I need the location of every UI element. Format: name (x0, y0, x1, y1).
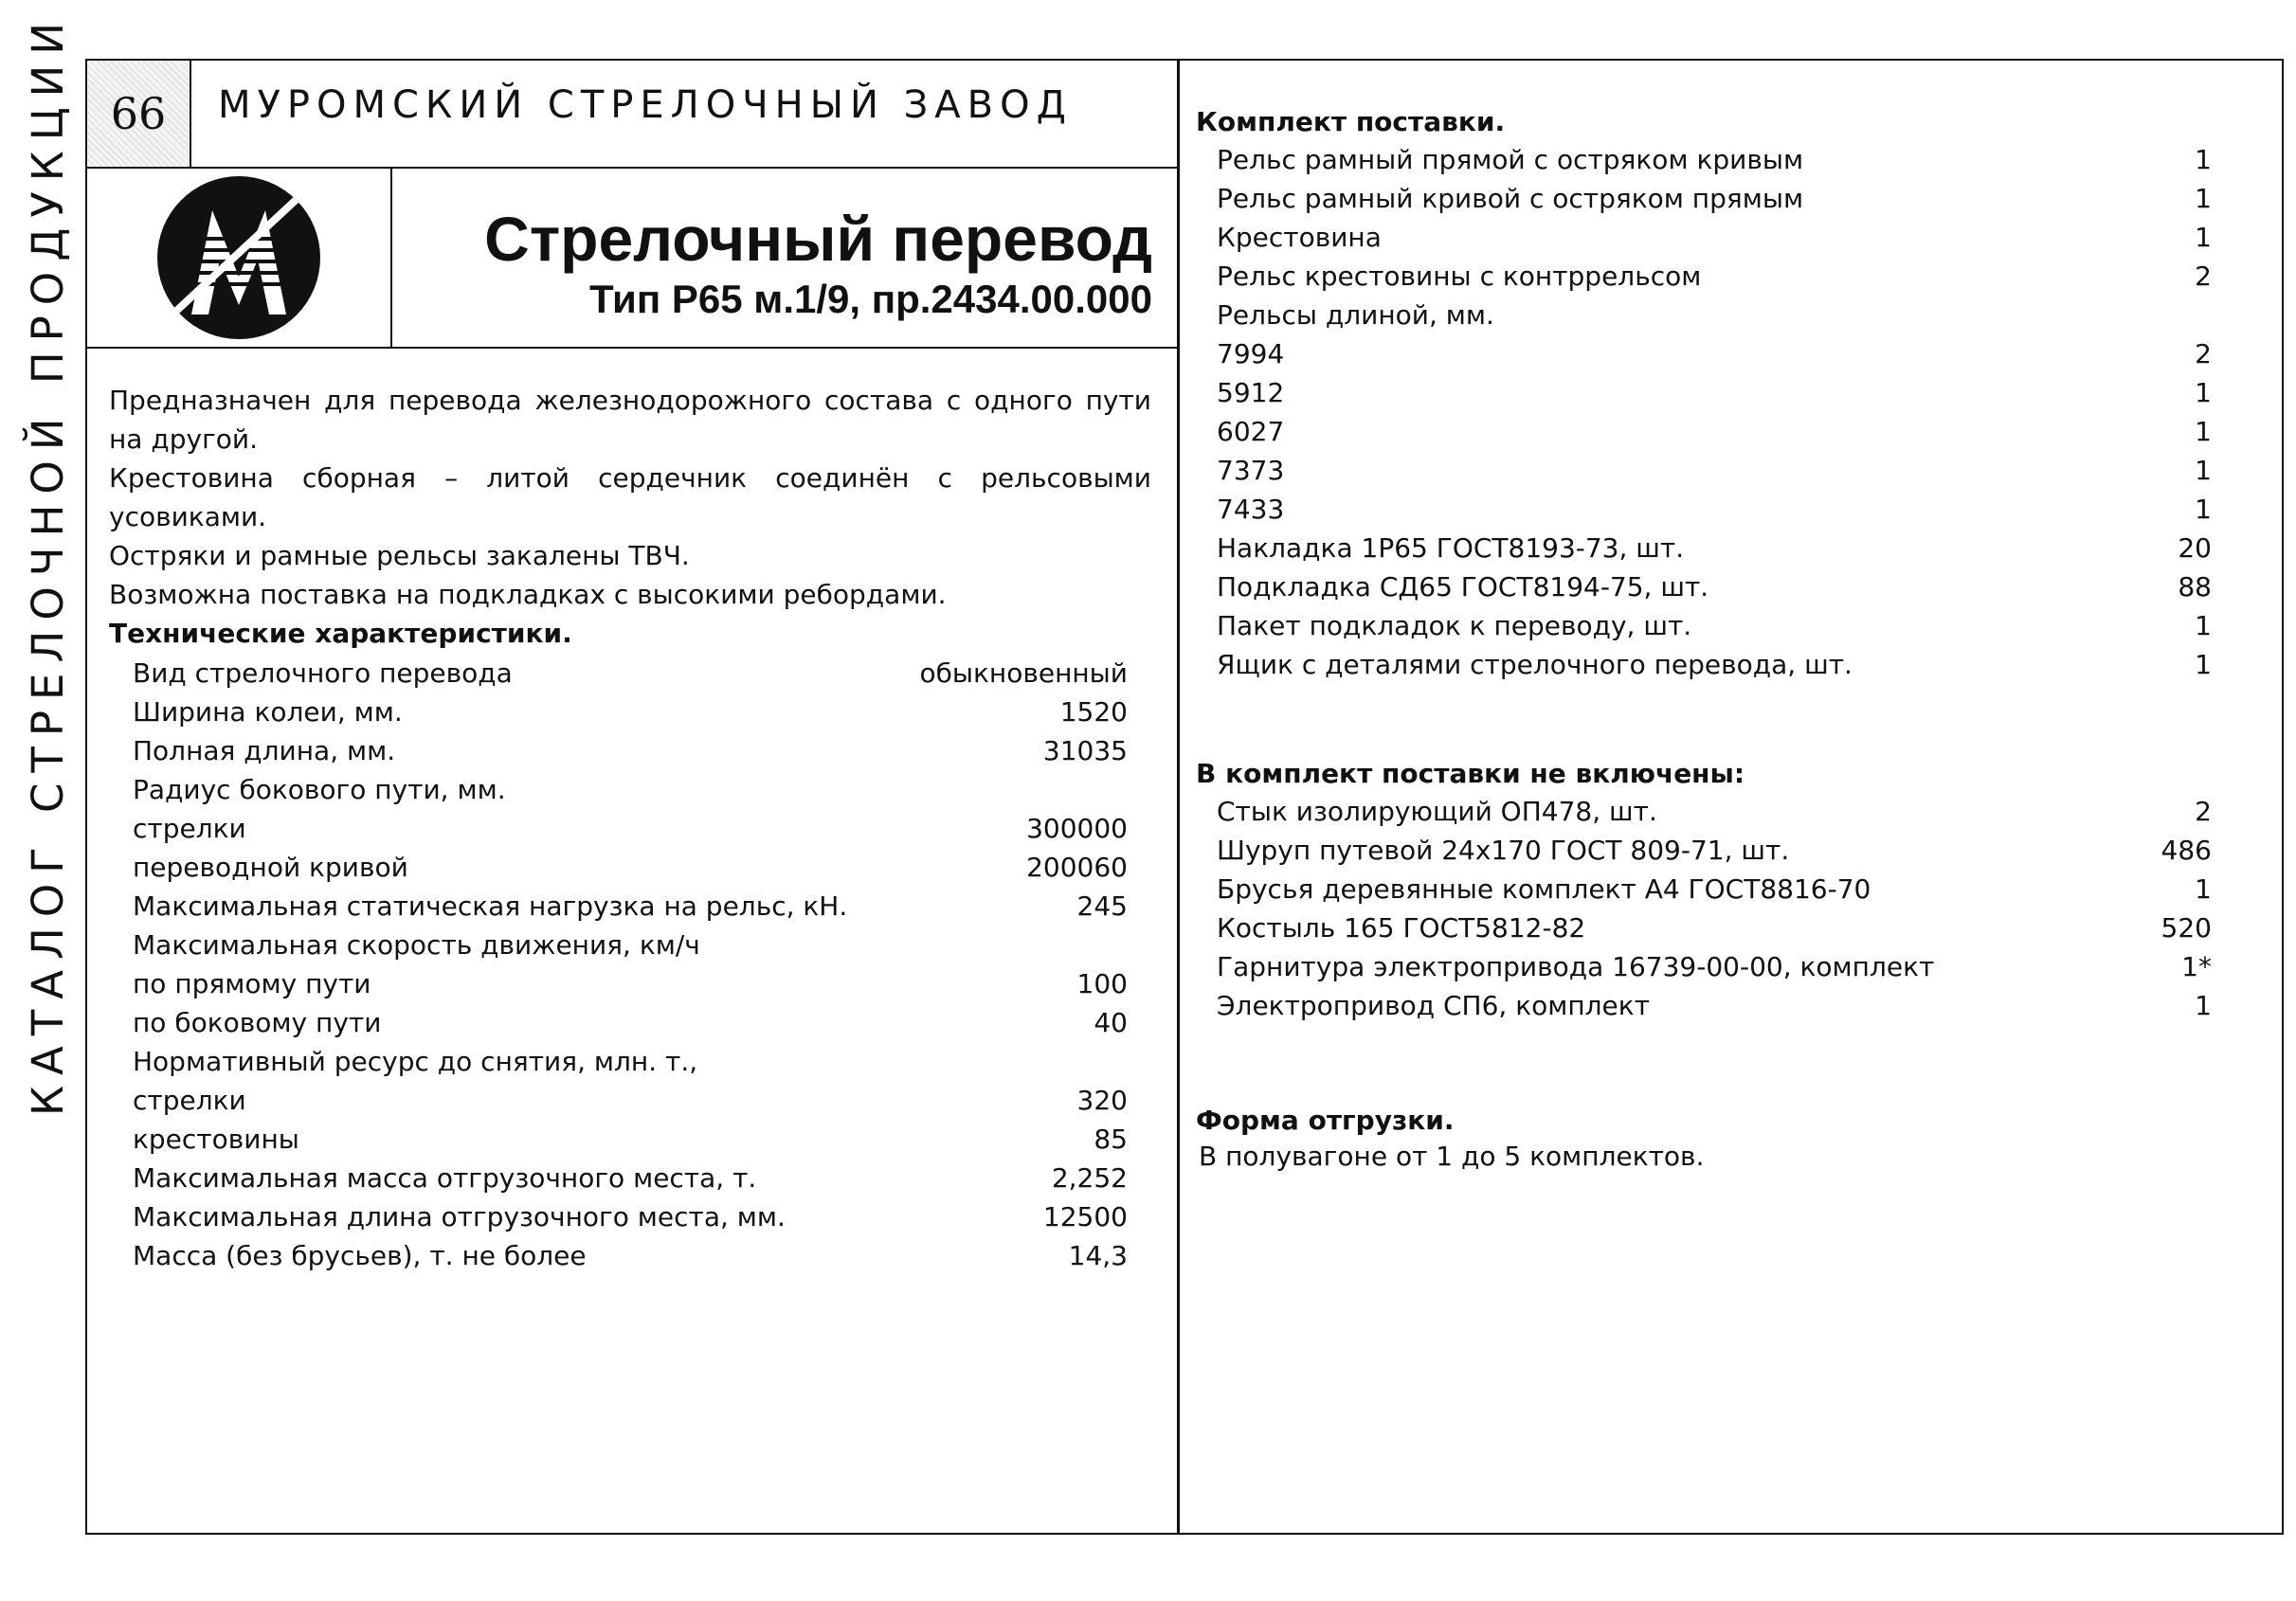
row-label: Электропривод СП6, комплект (1217, 990, 1651, 1021)
shipping-title: Форма отгрузки. (1196, 1105, 1455, 1136)
row-value: 320 (1076, 1085, 1128, 1116)
row-value: 85 (1094, 1124, 1128, 1155)
row-label: Максимальная статическая нагрузка на рельс, кН. (133, 890, 848, 922)
row-value: 20 (2178, 532, 2212, 564)
row-value: 245 (1076, 890, 1128, 922)
row-label: 7373 (1217, 455, 1285, 486)
row-label: Максимальная скорость движения, км/ч (133, 929, 700, 961)
row-value: 40 (1094, 1007, 1128, 1038)
page-number: 66 (110, 88, 167, 139)
table-row (133, 848, 1128, 887)
table-row (1217, 451, 2212, 490)
title-rule (87, 347, 1177, 349)
row-label: Гарнитура электропривода 16739-00-00, комплект (1217, 951, 1935, 982)
table-row (133, 1042, 1128, 1081)
row-value: 1 (2195, 416, 2212, 447)
row-value: 486 (2160, 835, 2212, 866)
table-row (133, 693, 1128, 731)
intro-line: Предназначен для перевода железнодорожного состава с одного пути на другой. (109, 385, 1151, 455)
row-label: 7994 (1217, 338, 1285, 369)
row-label: Ящик с деталями стрелочного перевода, шт. (1217, 649, 1853, 680)
row-label: стрелки (133, 813, 246, 844)
row-value: 520 (2160, 912, 2212, 944)
intro-line: Возможна поставка на подкладках с высокими ребордами. (109, 579, 947, 610)
row-value: 1 (2195, 144, 2212, 175)
table-row (133, 731, 1128, 770)
table-row (133, 770, 1128, 809)
row-value: 1 (2195, 455, 2212, 486)
table-row (1217, 179, 2212, 218)
factory-logo-icon (154, 172, 324, 343)
table-row (1217, 257, 2212, 296)
delivery-table (1217, 140, 2212, 684)
row-value: 2 (2195, 796, 2212, 827)
row-label: крестовины (133, 1124, 299, 1155)
row-label: Максимальная длина отгрузочного места, мм. (133, 1201, 786, 1232)
row-value: 100 (1076, 968, 1128, 999)
table-row (1217, 490, 2212, 529)
table-row (133, 1236, 1128, 1275)
row-label: 7433 (1217, 494, 1285, 525)
table-row (1217, 334, 2212, 373)
product-title: Стрелочный перевод (484, 204, 1152, 274)
row-value: 14,3 (1068, 1240, 1128, 1271)
row-label: Ширина колеи, мм. (133, 696, 403, 728)
table-row (133, 926, 1128, 964)
factory-name: МУРОМСКИЙ СТРЕЛОЧНЫЙ ЗАВОД (218, 83, 1073, 127)
row-label: Рельс рамный кривой с остряком прямым (1217, 183, 1804, 214)
table-row (1217, 947, 2212, 986)
intro-line: Крестовина сборная – литой сердечник соединён с рельсовыми усовиками. (109, 462, 1151, 532)
table-row (133, 887, 1128, 926)
row-value: 31035 (1042, 735, 1128, 766)
row-value: 2 (2195, 261, 2212, 292)
row-label: по боковому пути (133, 1007, 382, 1038)
intro-text (109, 381, 1151, 614)
row-label: Брусья деревянные комплект А4 ГОСТ8816-70 (1217, 873, 1871, 905)
row-value: 2,252 (1051, 1162, 1128, 1194)
table-row (1217, 986, 2212, 1025)
row-label: Накладка 1Р65 ГОСТ8193-73, шт. (1217, 532, 1685, 564)
table-row (1217, 792, 2212, 831)
table-row (1217, 218, 2212, 257)
table-row (133, 964, 1128, 1003)
table-row (1217, 529, 2212, 567)
table-row (1217, 296, 2212, 334)
table-row (133, 654, 1128, 693)
row-value: 1* (2181, 951, 2212, 982)
row-label: Масса (без брусьев), т. не более (133, 1240, 587, 1271)
row-label: Рельс рамный прямой с остряком кривым (1217, 144, 1804, 175)
row-label: по прямому пути (133, 968, 371, 999)
side-caption-text: КАТАЛОГ СТРЕЛОЧНОЙ ПРОДУКЦИИ (22, 11, 73, 1116)
row-label: Подкладка СД65 ГОСТ8194-75, шт. (1217, 571, 1709, 603)
column-divider (1177, 59, 1180, 1535)
row-label: Рельсы длиной, мм. (1217, 299, 1494, 331)
row-label: Рельс крестовины с контррельсом (1217, 261, 1702, 292)
title-area (394, 169, 1152, 347)
row-value: 1 (2195, 377, 2212, 408)
row-label: стрелки (133, 1085, 246, 1116)
table-row (1217, 567, 2212, 606)
table-row (133, 809, 1128, 848)
row-label: Стык изолирующий ОП478, шт. (1217, 796, 1657, 827)
row-label: Полная длина, мм. (133, 735, 396, 766)
row-value: 1 (2195, 990, 2212, 1021)
row-label: Пакет подкладок к переводу, шт. (1217, 610, 1692, 641)
table-row (1217, 870, 2212, 908)
row-value: 300000 (1026, 813, 1128, 844)
row-value: 1 (2195, 222, 2212, 253)
table-row (1217, 606, 2212, 645)
row-label: Вид стрелочного перевода (133, 657, 513, 689)
delivery-title: Комплект поставки. (1196, 106, 1506, 137)
table-row (1217, 831, 2212, 870)
row-label: Максимальная масса отгрузочного места, т. (133, 1162, 757, 1194)
row-value: 2 (2195, 338, 2212, 369)
table-row (133, 1003, 1128, 1042)
row-value: 1 (2195, 610, 2212, 641)
row-label: Радиус бокового пути, мм. (133, 774, 506, 805)
row-value: 1 (2195, 873, 2212, 905)
shipping-text: В полувагоне от 1 до 5 комплектов. (1199, 1141, 1705, 1172)
table-row (133, 1197, 1128, 1236)
logo-box (87, 169, 392, 347)
row-value: обыкновенный (919, 657, 1128, 689)
not-included-title: В комплект поставки не включены: (1196, 758, 1745, 789)
table-row (1217, 645, 2212, 684)
table-row (133, 1159, 1128, 1197)
row-label: Костыль 165 ГОСТ5812-82 (1217, 912, 1586, 944)
table-row (133, 1081, 1128, 1120)
row-label: переводной кривой (133, 852, 408, 883)
row-value: 1 (2195, 649, 2212, 680)
row-value: 200060 (1026, 852, 1128, 883)
row-value: 1 (2195, 494, 2212, 525)
row-label: Шуруп путевой 24х170 ГОСТ 809-71, шт. (1217, 835, 1790, 866)
side-caption (11, 11, 83, 1116)
row-value: 88 (2178, 571, 2212, 603)
row-value: 12500 (1042, 1201, 1128, 1232)
table-row (1217, 373, 2212, 412)
page-number-box (87, 61, 191, 167)
row-label: Крестовина (1217, 222, 1382, 253)
row-label: 5912 (1217, 377, 1285, 408)
table-row (1217, 412, 2212, 451)
table-row (1217, 140, 2212, 179)
table-row (1217, 908, 2212, 947)
product-subtitle: Тип Р65 м.1/9, пр.2434.00.000 (588, 277, 1152, 321)
tech-table (133, 654, 1128, 1275)
not-included-table (1217, 792, 2212, 1025)
tech-title: Технические характеристики. (109, 618, 572, 649)
row-label: 6027 (1217, 416, 1285, 447)
row-value: 1 (2195, 183, 2212, 214)
table-row (133, 1120, 1128, 1159)
row-label: Нормативный ресурс до снятия, млн. т., (133, 1046, 698, 1077)
intro-line: Остряки и рамные рельсы закалены ТВЧ. (109, 540, 690, 571)
row-value: 1520 (1059, 696, 1128, 728)
